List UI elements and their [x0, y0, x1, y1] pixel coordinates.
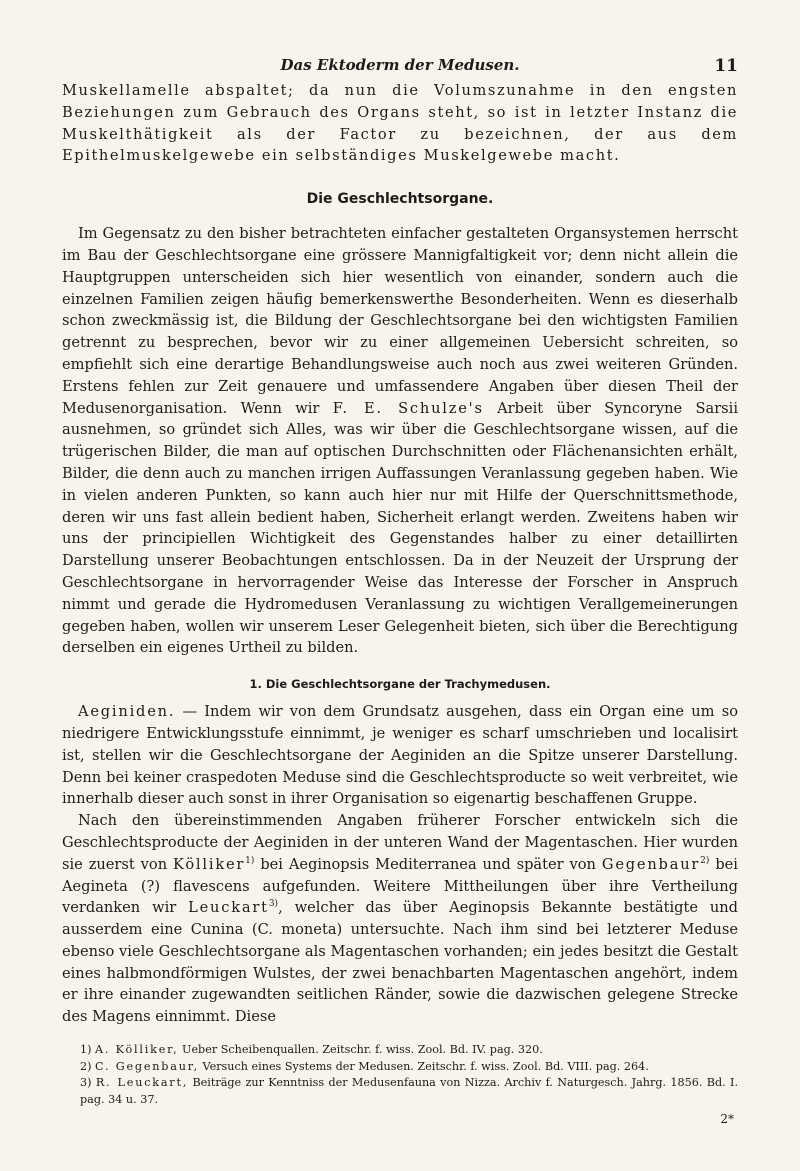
paragraph-2 — [62, 701, 738, 810]
footnote-2-author: C. Gegenbaur, — [95, 1059, 199, 1073]
paragraph-3-text-d: , welcher das über Aeginopsis Bekannte bestätigte und ausserdem eine Cunina (C. moneta) untersuchte. Nach ihm sind bei letzterer Meduse ebenso viele Geschlechtsorgane als Magentaschen vorhanden; ein jedes besitzt die Gestalt eines halbmondförmigen Wulstes, der zwei benachbarten Magentaschen angehört, indem er ihre einander zugewandten seitlichen Ränder, sowie die dazwischen gelegene Strecke des Magens einnimmt. Diese — [62, 899, 738, 1026]
footnote-ref-3[interactable]: 3) — [268, 899, 279, 910]
footnote-3-text: Beiträge zur Kenntniss der Medusenfauna von Nizza. Archiv f. Naturgesch. Jahrg. 1856. Bd. I. pag. 34 u. 37. — [80, 1076, 739, 1106]
paragraph-3-text-a: Nach den übereinstimmenden Angaben früherer Forscher entwickeln sich die Geschlechtsproducte der Aeginiden in der unteren Wand der Magentaschen. Hier wurden sie zuerst von — [62, 812, 738, 873]
paragraph-1-text-a: Im Gegensatz zu den bisher betrachteten einfacher gestalteten Organsystemen herrscht im Bau der Geschlechtsorgane eine grössere Mannigfaltigkeit vor; denn nicht allein die Hauptgruppen unterscheiden sich hier wesentlich von einander, sondern auch die einzelnen Familien zeigen häufig bemerkenswerthe Besonderheiten. Wenn es dieserhalb schon zweckmässig ist, die Bildung der Geschlechtsorgane bei den wichtigsten Familien getrennt zu besprechen, bevor wir zu einer allgemeinen Uebersicht schreiten, so empfiehlt sich eine derartige Behandlungsweise auch noch aus zwei weiteren Gründen. Erstens fehlen zur Zeit genauere und umfassendere Angaben über diesen Theil der Medusenorganisation. Wenn wir — [62, 225, 738, 417]
paragraph-2-text: — Indem wir von dem Grundsatz ausgehen, dass ein Organ eine um so niedrigere Entwicklungsstufe einnimmt, je weniger es scharf umschrieben und localisirt ist, stellen wir die Geschlechtsorgane der Aeginiden an die Spitze unserer Darstellung. Denn bei keiner craspedoten Meduse sind die Geschlechtsproducte so weit verbreitet, wie innerhalb dieser auch sonst in ihrer Organisation so eigenartig beschaffenen Gruppe. — [62, 703, 738, 808]
author-name-gegenbaur: Gegenbaur — [601, 855, 701, 873]
footnote-ref-2[interactable]: 2) — [700, 855, 710, 866]
footnote-1-author: A. Kölliker, — [95, 1043, 179, 1057]
paragraph-3-text-c: bei Aegineta (?) flavescens aufgefunden. Weitere Mittheilungen über ihre Vertheilung verdanken wir — [62, 855, 738, 917]
group-name-aeginiden: Aeginiden. — [78, 703, 176, 721]
intro-paragraph: Muskellamelle abspaltet; da nun die Volumszunahme in den engsten Beziehungen zum Gebrauch des Organs steht, so ist in letzter Instanz die Muskelthätigkeit als der Factor zu bezeichnen, der aus dem Epithelmuskelgewebe ein selbständiges Muskelgewebe macht. — [62, 82, 738, 165]
paragraph-3-text-b: bei Aeginopsis Mediterranea und später von — [254, 855, 602, 873]
signature-mark: 2* — [720, 1112, 734, 1127]
section-title: Die Geschlechtsorgane. — [306, 191, 494, 208]
footnotes — [62, 1042, 738, 1108]
footnote-1-text: Ueber Scheibenquallen. Zeitschr. f. wiss. Zool. Bd. IV. pag. 320. — [178, 1043, 543, 1057]
footnote-1-number: 1) — [80, 1043, 92, 1057]
footnote-2 — [62, 1059, 738, 1076]
paragraph-3 — [62, 810, 738, 1028]
paragraph-1-text-b: Arbeit über Syncoryne Sarsii ausnehmen, so gründet sich Alles, was wir über die Geschlechtsorgane wissen, auf die trügerischen Bilder, die man auf optischen Durchschnitten oder Flächenansichten erhält, Bilder, die denn auch zu manchen irrigen Auffassungen Veranlassung gegeben haben. Wie in vielen anderen Punkten, so kann auch hier nur mit Hilfe der Querschnittsmethode, deren wir uns fast allein bedient haben, Sicherheit erlangt werden. Zweitens haben wir uns der principiellen Wichtigkeit des Gegenstandes halber zu einer detaillirten Darstellung unserer Beobachtungen entschlossen. Da in der Neuzeit der Ursprung der Geschlechtsorgane in hervorragender Weise das Interesse der Forscher in Anspruch nimmt und gerade die Hydromedusen Veranlassung zu wichtigen Verallgemeinerungen gegeben haben, wollen wir unserem Leser Gelegenheit bieten, sich über die Berechtigung derselben ein eigenes Urtheil zu bilden. — [62, 399, 738, 657]
paragraph-1 — [62, 223, 738, 659]
running-head — [62, 56, 738, 80]
running-title: Das Ektoderm der Medusen. — [280, 56, 520, 74]
footnote-3 — [62, 1075, 738, 1108]
footnote-2-text: Versuch eines Systems der Medusen. Zeitschr. f. wiss. Zool. Bd. VIII. pag. 264. — [198, 1059, 649, 1073]
subsection-title: 1. Die Geschlechtsorgane der Trachymedusen. — [249, 677, 551, 692]
footnote-ref-1[interactable]: 1) — [245, 855, 255, 866]
author-name-koelliker: Kölliker — [173, 855, 246, 873]
author-name-leuckart: Leuckart — [188, 899, 269, 917]
page-number: 11 — [714, 56, 738, 76]
footnote-3-author: R. Leuckart, — [95, 1076, 189, 1090]
author-name-schulze: F. E. Schulze's — [332, 399, 484, 417]
footnote-3-number: 3) — [80, 1076, 92, 1090]
footnote-1 — [62, 1042, 738, 1059]
footnote-2-number: 2) — [80, 1059, 92, 1073]
